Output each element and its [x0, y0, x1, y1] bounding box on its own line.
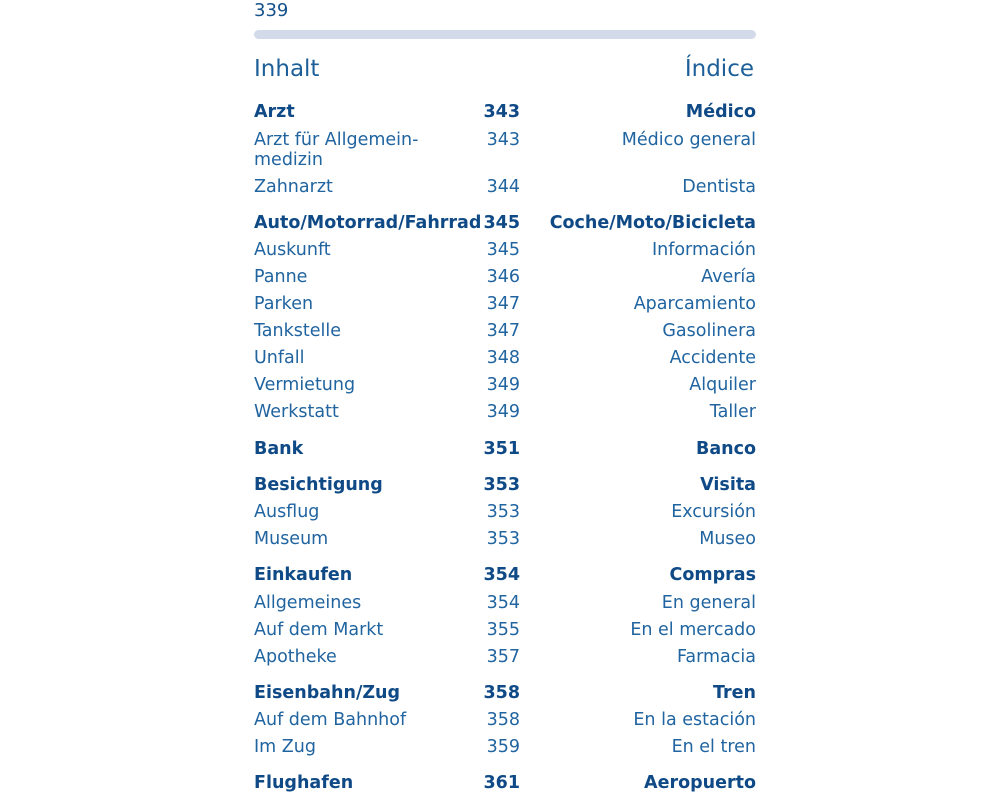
toc-page-number: 348	[486, 348, 520, 368]
toc-page-number: 357	[486, 647, 520, 667]
toc-spanish-label: Médico general	[621, 130, 756, 150]
toc-spanish-label: Tren	[713, 683, 756, 703]
toc-spanish-label: Avería	[701, 267, 756, 287]
toc-spanish-label: Información	[651, 240, 756, 260]
toc-spanish-label: En el mercado	[630, 620, 756, 640]
toc-spanish-label: Alquiler	[689, 375, 756, 395]
toc-german-label: Allgemeines	[254, 593, 362, 613]
toc-german-label: Apotheke	[254, 647, 337, 667]
toc-page-number: 345	[486, 240, 520, 260]
toc-german-label: Werkstatt	[254, 402, 339, 422]
toc-spanish-label: Aparcamiento	[633, 294, 756, 314]
heading-german: Inhalt	[254, 56, 320, 82]
toc-german-label: Arzt	[254, 102, 295, 122]
toc-german-label: Auf dem Bahnhof	[254, 710, 407, 730]
toc-german-label: Arzt für Allgemein-medizin	[254, 130, 419, 170]
toc-german-label: Museum	[254, 529, 329, 549]
toc-page-number: 344	[486, 177, 520, 197]
toc-german-label: Flughafen	[254, 773, 354, 793]
toc-page-number: 361	[483, 773, 520, 793]
toc-german-label: Auto/Motorrad/Fahrrad	[254, 213, 482, 233]
toc-page-number: 343	[486, 130, 520, 150]
toc-page-number: 349	[486, 402, 520, 422]
toc-spanish-label: En la estación	[633, 710, 756, 730]
toc-spanish-label: Dentista	[682, 177, 756, 197]
toc-page-number: 358	[486, 710, 520, 730]
toc-page-number: 353	[486, 529, 520, 549]
toc-german-label: Besichtigung	[254, 475, 383, 495]
page-number: 339	[254, 0, 289, 21]
toc-german-label: Auf dem Markt	[254, 620, 384, 640]
heading-spanish: Índice	[684, 56, 754, 82]
toc-page-number: 347	[486, 294, 520, 314]
toc-spanish-label: Taller	[709, 402, 756, 422]
toc-german-label: Vermietung	[254, 375, 356, 395]
toc-page-number: 353	[483, 475, 520, 495]
toc-page-number: 359	[486, 737, 520, 757]
toc-german-label: Parken	[254, 294, 314, 314]
toc-page-number: 345	[483, 213, 520, 233]
toc-spanish-label: Banco	[695, 439, 756, 459]
toc-page	[254, 0, 756, 800]
toc-page-number: 349	[486, 375, 520, 395]
toc-german-label: Zahnarzt	[254, 177, 333, 197]
toc-german-label: Eisenbahn/Zug	[254, 683, 401, 703]
toc-page-number: 343	[483, 102, 520, 122]
toc-spanish-label: Coche/Moto/Bicicleta	[549, 213, 756, 233]
toc-page-number: 347	[486, 321, 520, 341]
toc-german-label: Bank	[254, 439, 304, 459]
toc-spanish-label: En el tren	[671, 737, 756, 757]
toc-spanish-label: Accidente	[669, 348, 756, 368]
toc-page-number: 358	[483, 683, 520, 703]
toc-german-label: Im Zug	[254, 737, 316, 757]
toc-spanish-label: Aeropuerto	[644, 773, 756, 793]
toc-spanish-label: Compras	[669, 565, 756, 585]
toc-german-label: Einkaufen	[254, 565, 353, 585]
toc-spanish-label: Excursión	[671, 502, 756, 522]
toc-spanish-label: Museo	[699, 529, 756, 549]
toc-german-label: Unfall	[254, 348, 305, 368]
toc-german-label: Panne	[254, 267, 308, 287]
toc-page-number: 355	[486, 620, 520, 640]
toc-page-number: 353	[486, 502, 520, 522]
toc-german-label: Ausflug	[254, 502, 320, 522]
toc-spanish-label: Gasolinera	[662, 321, 756, 341]
toc-spanish-label: Médico	[685, 102, 756, 122]
toc-page-number: 354	[483, 565, 520, 585]
toc-spanish-label: Visita	[700, 475, 756, 495]
toc-spanish-label: Farmacia	[676, 647, 756, 667]
toc-german-label: Tankstelle	[254, 321, 341, 341]
toc-page-number: 346	[486, 267, 520, 287]
toc-german-label: Auskunft	[254, 240, 331, 260]
toc-page-number: 351	[483, 439, 520, 459]
toc-page-number: 354	[486, 593, 520, 613]
table-of-contents	[254, 0, 756, 800]
toc-spanish-label: En general	[661, 593, 756, 613]
